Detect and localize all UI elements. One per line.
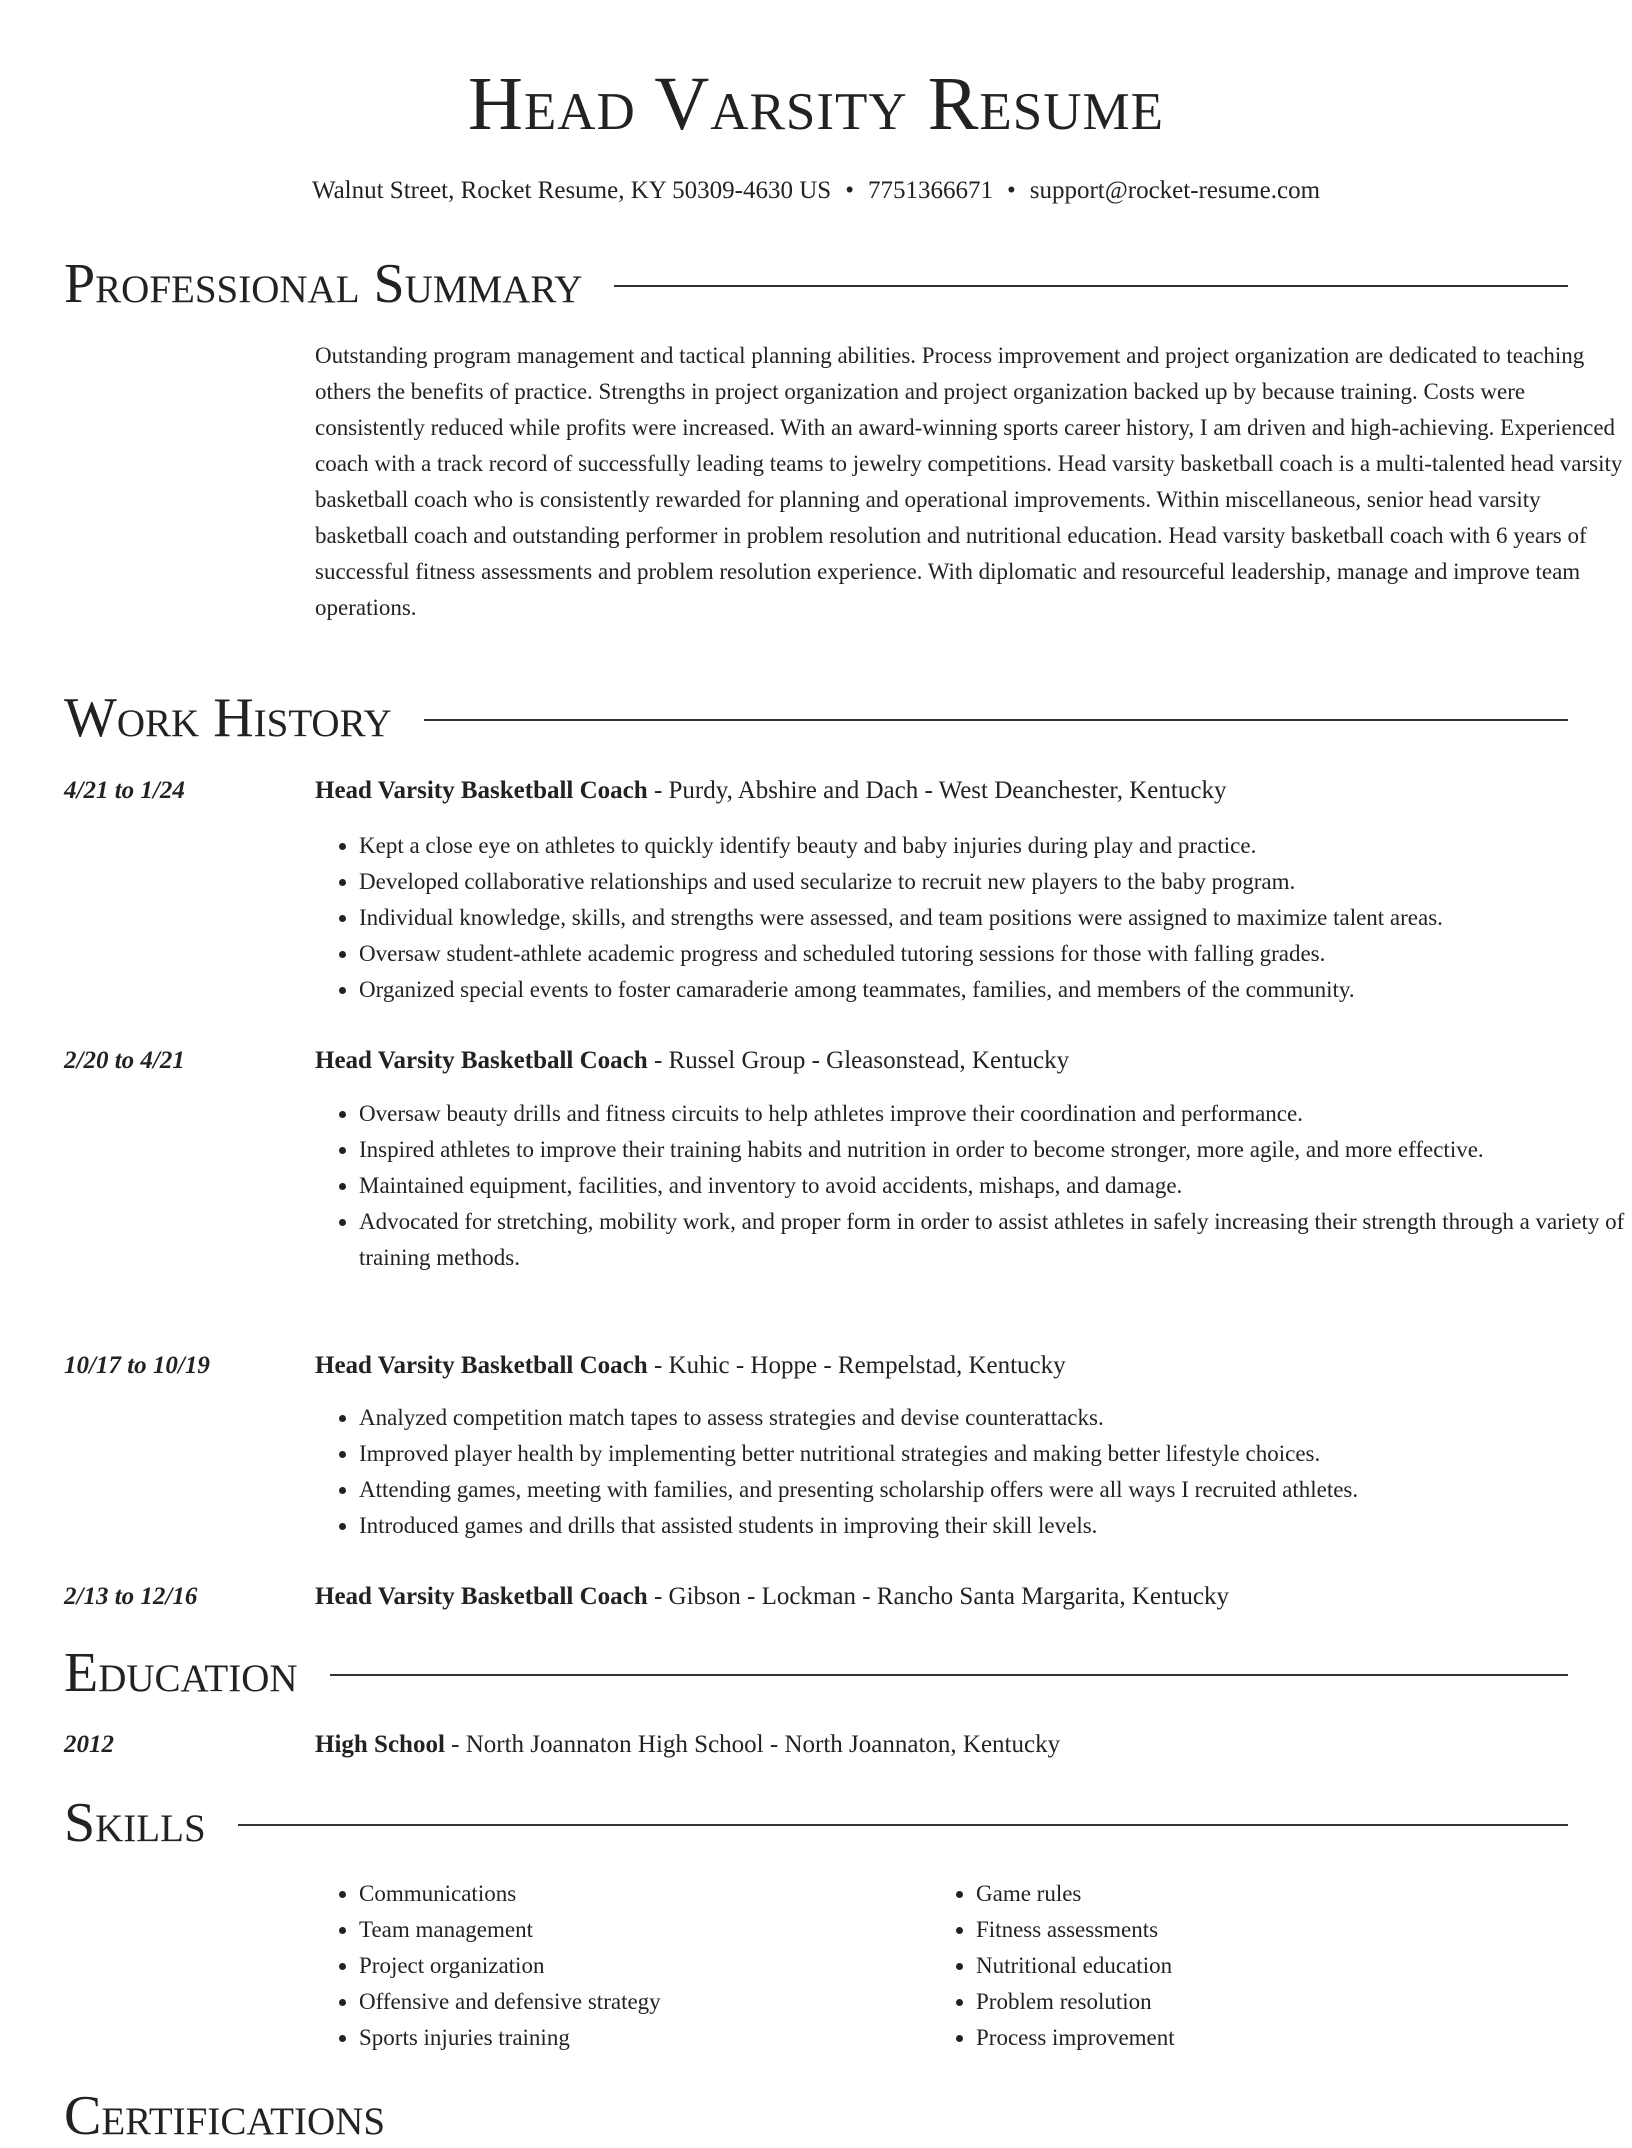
skills-section-heading [64,1791,1568,1855]
skill-item: • Problem resolution [976,1984,1175,2020]
job-bullets [315,1400,1632,1544]
job-bullets [315,1096,1632,1276]
job-employer: - Kuhic - Hoppe - Rempelstad, Kentucky [647,1352,1066,1379]
job-dates: 2/20 to 4/21 [64,1047,185,1074]
contact-separator: • [845,177,854,204]
job-heading [315,1579,1229,1615]
education-heading [315,1727,1060,1763]
job-title: Head Varsity Basketball Coach [315,1352,648,1379]
job-heading [315,1348,1066,1384]
section-divider [614,285,1568,287]
job-bullet: • Introduced games and drills that assisted students in improving their skill levels. [359,1508,1632,1544]
skills-title: Skills [64,1792,206,1854]
education-section-heading [64,1641,1568,1705]
job-heading [315,1043,1069,1079]
job-title: Head Varsity Basketball Coach [315,1047,648,1074]
job-bullet: • Advocated for stretching, mobility work, and proper form in order to assist athletes in safely increasing their strength through a variety of training methods. [359,1204,1632,1276]
section-divider [424,719,1568,721]
certifications-section-heading [64,2084,1568,2148]
skill-item: • Team management [359,1912,661,1948]
job-bullet: • Organized special events to foster camaraderie among teammates, families, and members of the community. [359,972,1632,1008]
certifications-title: Certifications [64,2085,386,2147]
job-bullet: • Improved player health by implementing better nutritional strategies and making better lifestyle choices. [359,1436,1632,1472]
job-bullet: • Oversaw student-athlete academic progress and scheduled tutoring sessions for those with falling grades. [359,936,1632,972]
job-dates: 4/21 to 1/24 [64,777,185,804]
skills-list-right [932,1876,1175,2056]
job-entry [64,1043,1568,1079]
job-bullet: • Kept a close eye on athletes to quickly identify beauty and baby injuries during play and practice. [359,828,1632,864]
job-bullet: • Oversaw beauty drills and fitness circuits to help athletes improve their coordination and performance. [359,1096,1632,1132]
work-section-heading [64,686,1568,750]
skill-item: • Fitness assessments [976,1912,1175,1948]
skill-item: • Process improvement [976,2020,1175,2056]
summary-text: Outstanding program management and tactical planning abilities. Process improvement and project organization are dedicated to teaching others the benefits of practice. Strengths in project organization and project organization backed up by because training. Costs were consistently reduced while profits were increased. With an award-winning sports career history, I am driven and high-achieving. Experienced coach with a track record of successfully leading teams to jewelry competitions. Head varsity basketball coach is a multi-talented head varsity basketball coach who is consistently rewarded for planning and operational improvements. Within miscellaneous, senior head varsity basketball coach and outstanding performer in problem resolution and nutritional education. Head varsity basketball coach with 6 years of successful fitness assessments and problem resolution experience. With diplomatic and resourceful leadership, manage and improve team operations. [315,343,1623,620]
job-entry [64,1579,1568,1615]
education-title: Education [64,1642,298,1704]
job-dates: 10/17 to 10/19 [64,1352,210,1379]
skill-item: • Sports injuries training [359,2020,661,2056]
job-title: Head Varsity Basketball Coach [315,1583,648,1610]
contact-phone: 7751366671 [867,177,993,204]
job-bullet: • Attending games, meeting with families, and presenting scholarship offers were all ways I recruited athletes. [359,1472,1632,1508]
skills-list-left [315,1876,661,2056]
job-dates: 2/13 to 12/16 [64,1583,198,1610]
contact-separator: • [1006,177,1016,204]
section-divider [330,1674,1568,1676]
job-bullet: • Developed collaborative relationships and used secularize to recruit new players to the baby program. [359,864,1632,900]
education-degree: High School [315,1731,445,1758]
job-bullet: • Inspired athletes to improve their training habits and nutrition in order to become stronger, more agile, and more effective. [359,1132,1632,1168]
job-employer: - Gibson - Lockman - Rancho Santa Margarita, Kentucky [647,1583,1230,1610]
section-divider [238,1824,1568,1826]
job-employer: - Russel Group - Gleasonstead, Kentucky [647,1047,1070,1074]
summary-title: Professional Summary [64,253,583,315]
job-bullet: • Analyzed competition match tapes to assess strategies and devise counterattacks. [359,1400,1632,1436]
job-bullet: • Maintained equipment, facilities, and inventory to avoid accidents, mishaps, and damage. [359,1168,1632,1204]
skill-item: • Project organization [359,1948,661,1984]
education-year: 2012 [64,1731,114,1758]
skill-item: • Communications [359,1876,661,1912]
job-bullets [315,828,1632,1008]
job-title: Head Varsity Basketball Coach [315,777,648,804]
job-heading [315,773,1226,809]
skill-item: • Nutritional education [976,1948,1175,1984]
job-bullet: • Individual knowledge, skills, and strengths were assessed, and team positions were assigned to maximize talent areas. [359,900,1632,936]
contact-address: Walnut Street, Rocket Resume, KY 50309-4630 US [311,177,832,204]
education-school: - North Joannaton High School - North Joannaton, Kentucky [444,1731,1061,1758]
skill-item: • Game rules [976,1876,1175,1912]
resume-name: Head Varsity Resume [467,62,1165,146]
job-entry [64,773,1568,809]
contact-email[interactable]: support@rocket-resume.com [1029,177,1321,204]
summary-section-heading [64,252,1568,316]
work-title: Work History [64,687,392,749]
contact-line [64,174,1568,208]
education-entry [64,1727,1568,1763]
job-entry [64,1348,1568,1384]
job-employer: - Purdy, Abshire and Dach - West Deanchester, Kentucky [647,777,1227,804]
skill-item: • Offensive and defensive strategy [359,1984,661,2020]
